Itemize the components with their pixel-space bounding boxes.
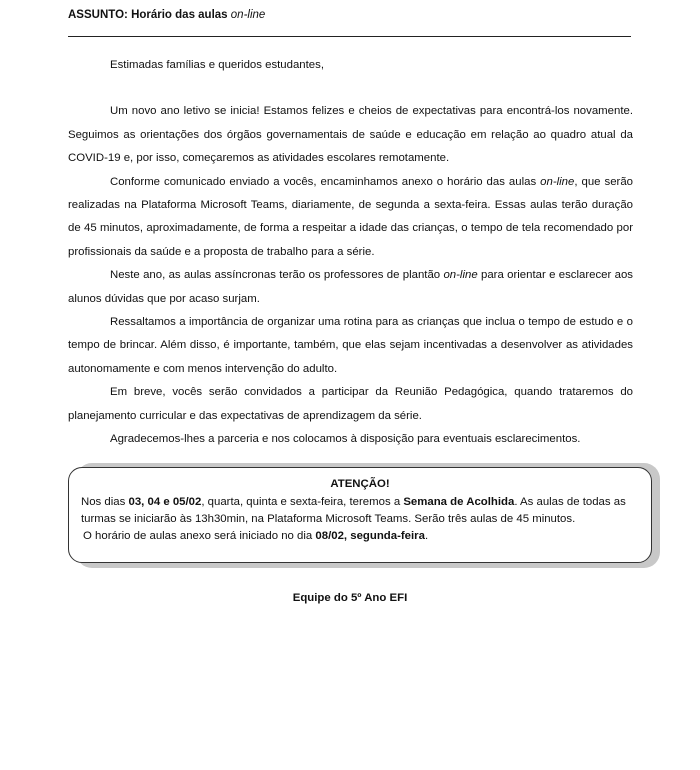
paragraph-3: Neste ano, as aulas assíncronas terão os professores de plantão on-line para orientar e esclarecer aos alunos dúvidas que por acaso surjam. [68,269,633,305]
letter-body [68,54,633,452]
paragraph-1: Um novo ano letivo se inicia! Estamos felizes e cheios de expectativas para encontrá-los novamente. Seguimos as orientações dos órgãos governamentais de saúde e educação em relação ao quadro atual da COVID-19 e, por isso, começaremos as atividades escolares remotamente. [68,105,633,165]
notice-box [68,467,652,563]
paragraph-4: Ressaltamos a importância de organizar uma rotina para as crianças que inclua o tempo de estudo e o tempo de brincar. Além disso, é importante, também, que elas sejam incentivadas a desenvolver as atividades autonomamente e com menos intervenção do adulto. [68,316,633,375]
paragraph-6: Agradecemos-lhes a parceria e nos colocamos à disposição para eventuais esclarecimentos. [110,433,581,446]
signature: Equipe do 5º Ano EFI [292,592,408,604]
greeting: Estimadas famílias e queridos estudantes, [110,59,325,71]
subject-italic: on-line [230,9,266,21]
paragraph-2: Conforme comunicado enviado a vocês, encaminhamos anexo o horário das aulas on-line, que serão realizadas na Plataforma Microsoft Teams, diariamente, de segunda a sexta-feira. Essas aulas terão duração de 45 minutos, aproximadamente, de forma a respeitar a idade das crianças, o tempo de tela recomendado por profissionais da saúde e a proposta de trabalho para a série. [68,175,634,258]
paragraph-5: Em breve, vocês serão convidados a participar da Reunião Pedagógica, quando trataremos do planejamento curricular e das expectativas de aprendizagem da série. [68,386,633,422]
subject-text: Horário das aulas [131,9,228,21]
notice-line-1: Nos dias 03, 04 e 05/02, quarta, quinta e sexta-feira, teremos a Semana de Acolhida. As aulas de todas as turmas se iniciarão às 13h30min, na Plataforma Microsoft Teams. Serão três aulas de 45 minutos. [81,496,626,525]
subject-label: ASSUNTO: [68,9,128,21]
notice-line-2: O horário de aulas anexo será iniciado no dia 08/02, segunda-feira. [83,530,429,542]
notice-title: ATENÇÃO! [330,478,390,490]
subject-line [68,9,265,21]
header-divider [68,36,631,37]
